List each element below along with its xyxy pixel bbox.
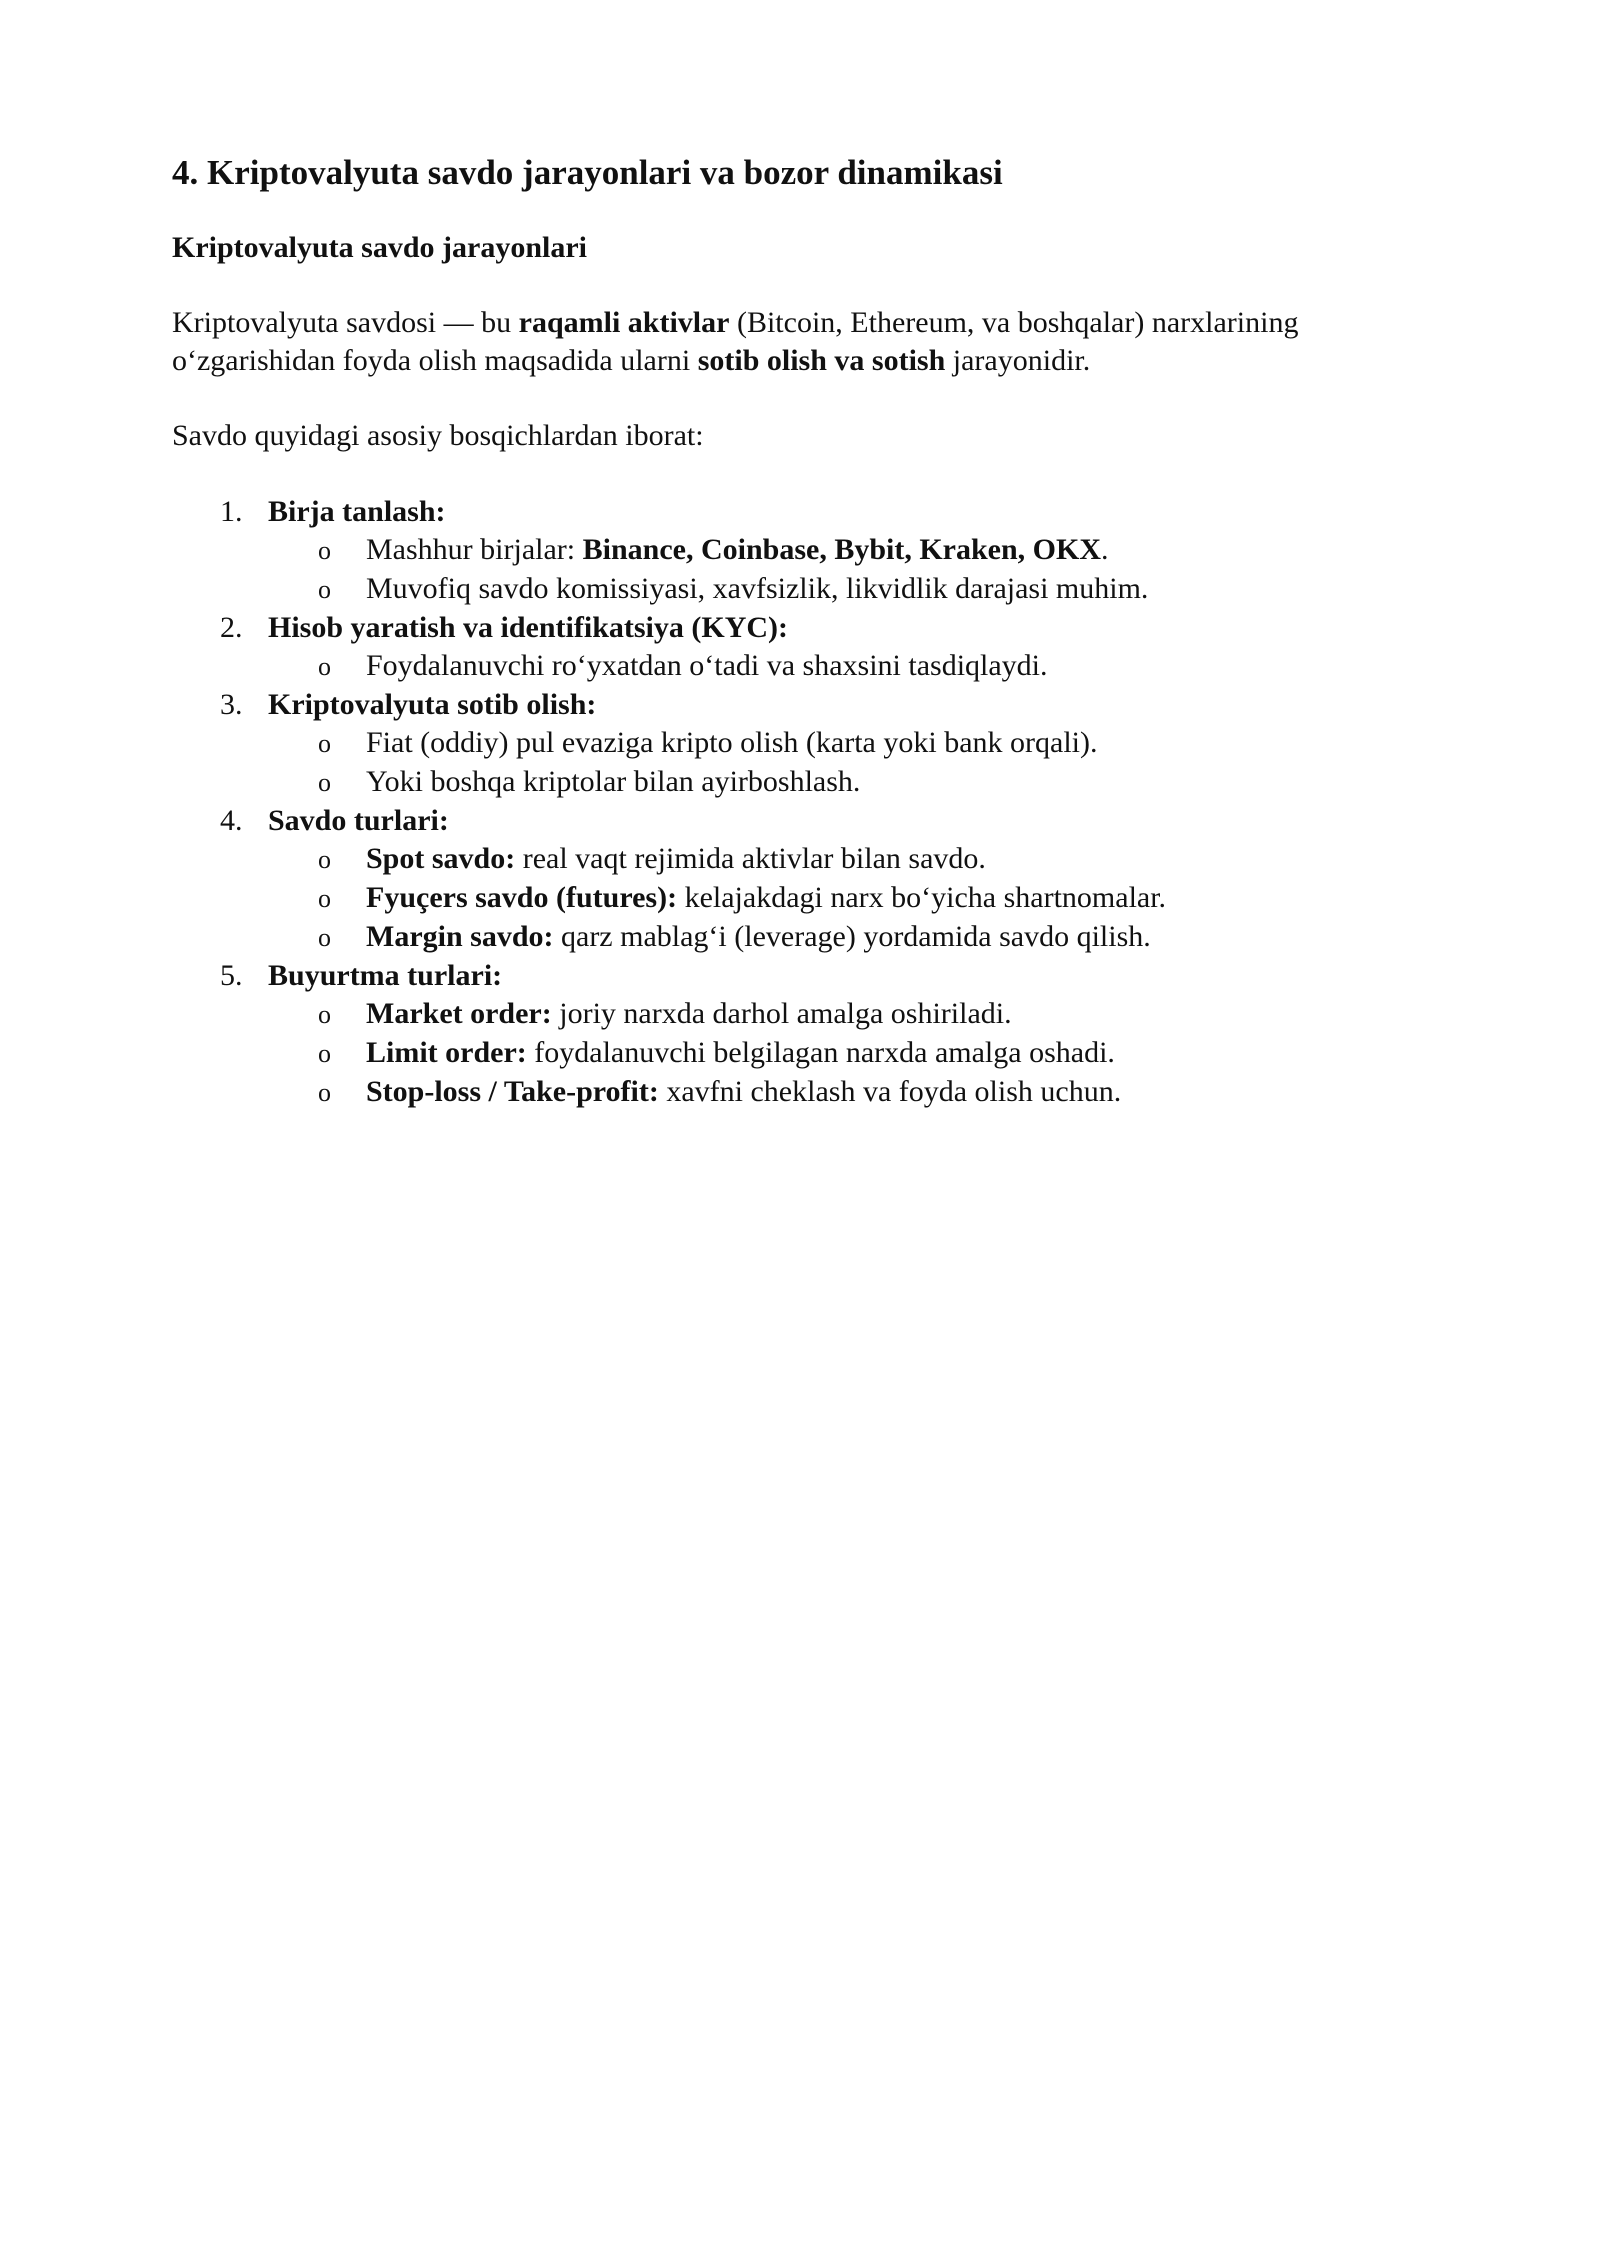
step-item bbox=[172, 957, 1432, 1112]
circle-bullet-icon: o bbox=[318, 768, 331, 797]
sub-item bbox=[172, 724, 1432, 763]
sub-item-highlight: Binance, Coinbase, Bybit, Kraken, OKX bbox=[582, 533, 1102, 566]
circle-bullet-icon: o bbox=[318, 1078, 331, 1107]
step-item bbox=[172, 609, 1432, 686]
step-item bbox=[172, 686, 1432, 802]
sub-item-text: xavfni cheklash va foyda olish uchun. bbox=[658, 1075, 1122, 1108]
circle-bullet-icon: o bbox=[318, 923, 331, 952]
section-subtitle: Kriptovalyuta savdo jarayonlari bbox=[172, 231, 588, 264]
step-title: Buyurtma turlari: bbox=[268, 959, 503, 992]
sub-item bbox=[172, 763, 1432, 802]
circle-bullet-icon: o bbox=[318, 729, 331, 758]
sub-list bbox=[172, 531, 1432, 609]
sub-item-text: real vaqt rejimida aktivlar bilan savdo. bbox=[515, 842, 986, 875]
sub-item bbox=[172, 570, 1432, 609]
circle-bullet-icon: o bbox=[318, 1000, 331, 1029]
step-item bbox=[172, 802, 1432, 957]
step-number: 3. bbox=[220, 688, 243, 721]
circle-bullet-icon: o bbox=[318, 575, 331, 604]
sub-item bbox=[172, 918, 1432, 957]
page-title: 4. Kriptovalyuta savdo jarayonlari va bozor dinamikasi bbox=[172, 153, 1003, 192]
sub-item-content bbox=[366, 647, 1048, 685]
circle-bullet-icon: o bbox=[318, 845, 331, 874]
step-title: Hisob yaratish va identifikatsiya (KYC): bbox=[268, 611, 789, 644]
sub-item-term: Margin savdo: bbox=[366, 920, 554, 953]
steps-list bbox=[172, 493, 1432, 1112]
sub-item-term: Fyuçers savdo (futures): bbox=[366, 881, 678, 914]
intro-text-3: oʻzgarishidan foyda olish maqsadida ularni bbox=[172, 344, 698, 377]
step-title: Savdo turlari: bbox=[268, 804, 449, 837]
step-heading bbox=[172, 686, 1432, 724]
step-number: 4. bbox=[220, 804, 243, 837]
intro-text-1: Kriptovalyuta savdosi — bu bbox=[172, 306, 519, 339]
sub-item bbox=[172, 647, 1432, 686]
sub-item-content bbox=[366, 570, 1148, 608]
sub-item-term: Spot savdo: bbox=[366, 842, 516, 875]
sub-item-text: kelajakdagi narx boʻyicha shartnomalar. bbox=[677, 881, 1167, 914]
intro-bold-1: raqamli aktivlar bbox=[518, 306, 730, 339]
step-heading bbox=[172, 802, 1432, 840]
intro-text-4: jarayonidir. bbox=[945, 344, 1091, 377]
step-heading bbox=[172, 493, 1432, 531]
step-title: Kriptovalyuta sotib olish: bbox=[268, 688, 597, 721]
sub-item-term: Stop-loss / Take-profit: bbox=[366, 1075, 659, 1108]
circle-bullet-icon: o bbox=[318, 536, 331, 565]
sub-item-text: qarz mablagʻi (leverage) yordamida savdo qilish. bbox=[553, 920, 1151, 953]
sub-item bbox=[172, 1034, 1432, 1073]
sub-item-text: Foydalanuvchi roʻyxatdan oʻtadi va shaxsini tasdiqlaydi. bbox=[366, 649, 1048, 682]
sub-item-text: foydalanuvchi belgilagan narxda amalga oshadi. bbox=[526, 1036, 1115, 1069]
circle-bullet-icon: o bbox=[318, 652, 331, 681]
sub-list bbox=[172, 995, 1432, 1112]
step-number: 2. bbox=[220, 611, 243, 644]
sub-item-prefix: Mashhur birjalar: bbox=[366, 533, 583, 566]
step-number: 5. bbox=[220, 959, 243, 992]
sub-item-text: Fiat (oddiy) pul evaziga kripto olish (karta yoki bank orqali). bbox=[366, 726, 1098, 759]
intro-paragraph bbox=[172, 304, 1432, 380]
sub-item bbox=[172, 879, 1432, 918]
sub-item-content bbox=[366, 724, 1097, 762]
step-heading bbox=[172, 609, 1432, 647]
sub-item-content bbox=[366, 531, 1109, 569]
sub-item-content bbox=[366, 1073, 1121, 1111]
sub-item bbox=[172, 531, 1432, 570]
sub-item-content bbox=[366, 918, 1151, 956]
circle-bullet-icon: o bbox=[318, 1039, 331, 1068]
sub-list bbox=[172, 647, 1432, 686]
sub-item-text: Muvofiq savdo komissiyasi, xavfsizlik, likvidlik darajasi muhim. bbox=[366, 572, 1149, 605]
sub-item-content bbox=[366, 1034, 1115, 1072]
step-item bbox=[172, 493, 1432, 609]
step-heading bbox=[172, 957, 1432, 995]
sub-list bbox=[172, 724, 1432, 802]
sub-list bbox=[172, 840, 1432, 957]
sub-item-text: joriy narxda darhol amalga oshiriladi. bbox=[551, 997, 1012, 1030]
document-page bbox=[172, 150, 1432, 1112]
circle-bullet-icon: o bbox=[318, 884, 331, 913]
sub-item-content bbox=[366, 879, 1166, 917]
lead-paragraph: Savdo quyidagi asosiy bosqichlardan iborat: bbox=[172, 419, 704, 452]
sub-item-text: Yoki boshqa kriptolar bilan ayirboshlash. bbox=[366, 765, 861, 798]
sub-item-text: . bbox=[1101, 533, 1109, 566]
sub-item bbox=[172, 840, 1432, 879]
step-title: Birja tanlash: bbox=[268, 495, 446, 528]
intro-bold-2: sotib olish va sotish bbox=[697, 344, 946, 377]
sub-item-content bbox=[366, 995, 1012, 1033]
sub-item-content bbox=[366, 763, 860, 801]
sub-item-content bbox=[366, 840, 986, 878]
sub-item-term: Limit order: bbox=[366, 1036, 527, 1069]
sub-item-term: Market order: bbox=[366, 997, 552, 1030]
sub-item bbox=[172, 1073, 1432, 1112]
intro-text-2: (Bitcoin, Ethereum, va boshqalar) narxlarining bbox=[729, 306, 1299, 339]
step-number: 1. bbox=[220, 495, 243, 528]
sub-item bbox=[172, 995, 1432, 1034]
